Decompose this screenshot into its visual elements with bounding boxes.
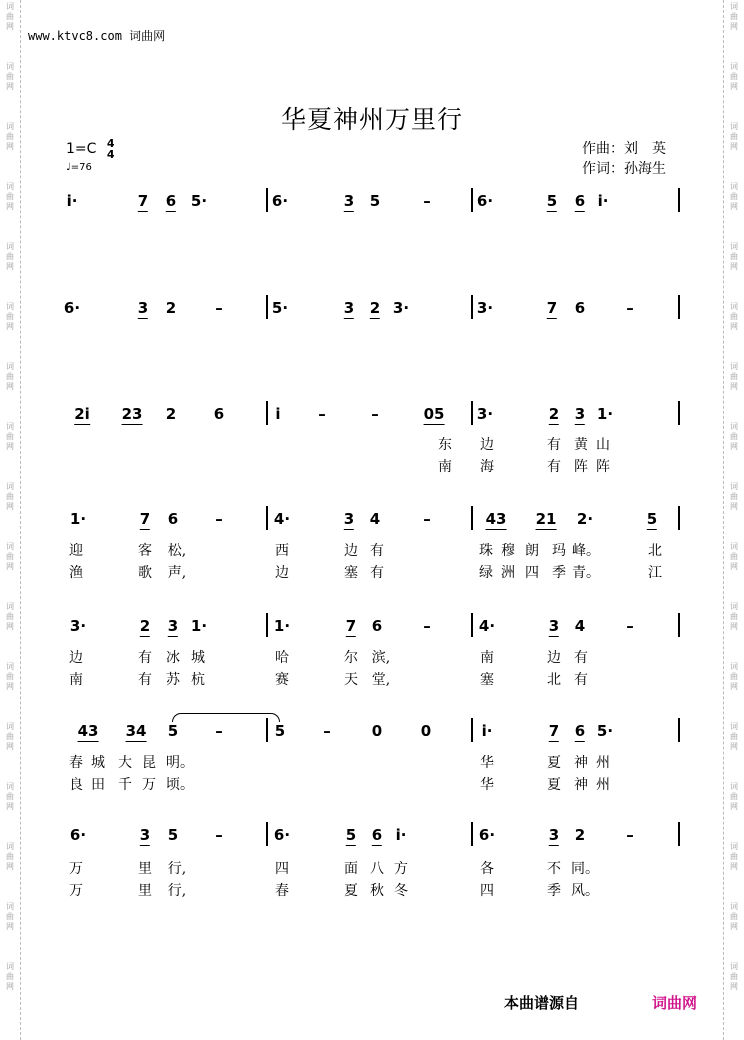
lyric-char: 有 xyxy=(138,650,152,666)
note: 5 xyxy=(167,722,179,740)
watermark-text: 词 曲 网 xyxy=(6,602,14,631)
lyric-char: 迎 xyxy=(69,543,83,559)
note: 2 xyxy=(165,405,177,423)
note: 4 xyxy=(574,617,586,635)
note: 6· xyxy=(273,826,291,844)
bar-line xyxy=(678,718,680,742)
lyric-char: 边 xyxy=(69,650,83,666)
lyric-char: 玛 xyxy=(552,543,566,559)
lyric-char: 顷。 xyxy=(166,777,194,793)
note: 5 xyxy=(345,826,357,844)
note: 6 xyxy=(574,299,586,317)
watermark-text: 词 曲 网 xyxy=(6,422,14,451)
note: 3 xyxy=(548,617,560,635)
note: 6· xyxy=(271,192,289,210)
lyricist-credit: 作词：孙海生 xyxy=(582,161,666,177)
lyric-char: 四 xyxy=(275,861,289,877)
note: 7 xyxy=(546,299,558,317)
time-bottom: 4 xyxy=(106,148,115,161)
note: 5 xyxy=(274,722,286,740)
note: – xyxy=(626,617,634,635)
note: 3 xyxy=(137,299,149,317)
lyric-char: 苏 xyxy=(166,672,180,688)
note: 6 xyxy=(167,510,179,528)
note: – xyxy=(371,405,379,423)
lyric-char: 江 xyxy=(648,565,662,581)
watermark-text: 词 曲 网 xyxy=(730,902,738,931)
lyric-char: 季 xyxy=(552,565,566,581)
bar-line xyxy=(266,506,268,530)
lyric-char: 州 xyxy=(596,777,610,793)
lyric-char: 堂, xyxy=(371,672,391,688)
note: 23 xyxy=(121,405,143,423)
watermark-text: 词 曲 网 xyxy=(730,362,738,391)
lyric-char: 春 xyxy=(69,755,83,771)
watermark-text: 词 曲 网 xyxy=(730,782,738,811)
watermark-text: 词 曲 网 xyxy=(730,182,738,211)
note: – xyxy=(626,826,634,844)
note: i· xyxy=(395,826,407,844)
watermark-text: 词 曲 网 xyxy=(730,722,738,751)
note: 3 xyxy=(343,192,355,210)
note: 6 xyxy=(165,192,177,210)
key-signature xyxy=(66,138,115,160)
note: 6· xyxy=(63,299,81,317)
bar-line xyxy=(266,401,268,425)
lyric-char: 大 xyxy=(118,755,132,771)
bar-line xyxy=(678,613,680,637)
lyric-char: 黄 xyxy=(574,437,588,453)
note: 3 xyxy=(574,405,586,423)
note: 7 xyxy=(139,510,151,528)
note: i· xyxy=(481,722,493,740)
note: – xyxy=(215,826,223,844)
lyric-char: 南 xyxy=(438,459,452,475)
composer-credit: 作曲：刘 英 xyxy=(582,141,666,157)
note: 3· xyxy=(476,299,494,317)
watermark-text: 词 曲 网 xyxy=(730,302,738,331)
watermark-text: 词 曲 网 xyxy=(6,482,14,511)
lyric-char: 良 xyxy=(69,777,83,793)
bar-line xyxy=(678,506,680,530)
note: 7 xyxy=(548,722,560,740)
left-margin-watermark xyxy=(0,0,21,1040)
note: 5 xyxy=(646,510,658,528)
lyric-char: 西 xyxy=(275,543,289,559)
lyric-char: 山 xyxy=(596,437,610,453)
watermark-text: 词 曲 网 xyxy=(730,62,738,91)
lyric-char: 神 xyxy=(574,755,588,771)
lyric-char: 不 xyxy=(547,861,561,877)
lyric-char: 面 xyxy=(344,861,358,877)
note: 6 xyxy=(371,617,383,635)
time-signature xyxy=(107,138,115,160)
site-header[interactable] xyxy=(28,27,165,44)
note: 21 xyxy=(535,510,557,528)
note: 6 xyxy=(371,826,383,844)
watermark-text: 词 曲 网 xyxy=(6,62,14,91)
lyric-char: 海 xyxy=(480,459,494,475)
watermark-text: 词 曲 网 xyxy=(730,542,738,571)
watermark-text: 词 曲 网 xyxy=(6,2,14,31)
note: 2 xyxy=(165,299,177,317)
note: – xyxy=(423,617,431,635)
note: 43 xyxy=(485,510,507,528)
lyric-char: 春 xyxy=(275,883,289,899)
lyric-char: 秋 xyxy=(370,883,384,899)
footer-site-link[interactable]: 词曲网 xyxy=(652,994,698,1012)
lyric-char: 朗 xyxy=(525,543,539,559)
lyric-char: 田 xyxy=(91,777,105,793)
lyric-char: 天 xyxy=(344,672,358,688)
note: 6 xyxy=(574,192,586,210)
lyric-char: 边 xyxy=(275,565,289,581)
lyric-char: 夏 xyxy=(547,777,561,793)
note: 3 xyxy=(548,826,560,844)
bar-line xyxy=(678,188,680,212)
tie-mark xyxy=(172,713,280,722)
watermark-text: 词 曲 网 xyxy=(6,542,14,571)
note: 5 xyxy=(167,826,179,844)
watermark-text: 词 曲 网 xyxy=(6,722,14,751)
site-url[interactable]: www.ktvc8.com xyxy=(28,29,122,43)
bar-line xyxy=(471,506,473,530)
lyric-char: 东 xyxy=(438,437,452,453)
note: 6 xyxy=(213,405,225,423)
lyric-char: 松, xyxy=(167,543,187,559)
lyric-char: 城 xyxy=(91,755,105,771)
lyric-char: 洲 xyxy=(501,565,515,581)
lyric-char: 万 xyxy=(142,777,156,793)
lyric-char: 边 xyxy=(480,437,494,453)
lyric-char: 有 xyxy=(547,459,561,475)
note: 5· xyxy=(190,192,208,210)
lyric-char: 四 xyxy=(525,565,539,581)
watermark-text: 词 曲 网 xyxy=(730,242,738,271)
lyric-char: 行, xyxy=(167,883,187,899)
note: 1· xyxy=(69,510,87,528)
note: 2 xyxy=(139,617,151,635)
watermark-text: 词 曲 网 xyxy=(730,2,738,31)
bar-line xyxy=(471,613,473,637)
watermark-text: 词 曲 网 xyxy=(6,902,14,931)
note: 6 xyxy=(574,722,586,740)
lyric-char: 同。 xyxy=(571,861,599,877)
note: 4 xyxy=(369,510,381,528)
song-title: 华夏神州万里行 xyxy=(280,105,463,134)
note: 7 xyxy=(137,192,149,210)
watermark-text: 词 曲 网 xyxy=(730,482,738,511)
footer-source: 本曲谱源自 xyxy=(504,994,580,1012)
watermark-text: 词 曲 网 xyxy=(6,782,14,811)
watermark-text: 词 曲 网 xyxy=(730,602,738,631)
lyric-char: 哈 xyxy=(275,650,289,666)
note: 05 xyxy=(423,405,445,423)
bar-line xyxy=(678,401,680,425)
note: 3· xyxy=(392,299,410,317)
note: 1· xyxy=(190,617,208,635)
lyric-char: 珠 xyxy=(479,543,493,559)
lyric-char: 方 xyxy=(394,861,408,877)
lyric-char: 杭 xyxy=(191,672,205,688)
note: 5· xyxy=(596,722,614,740)
lyric-char: 八 xyxy=(370,861,384,877)
lyric-char: 华 xyxy=(480,755,494,771)
lyric-char: 四 xyxy=(480,883,494,899)
watermark-text: 词 曲 网 xyxy=(6,362,14,391)
lyric-char: 北 xyxy=(547,672,561,688)
lyric-char: 滨, xyxy=(371,650,391,666)
lyric-char: 南 xyxy=(69,672,83,688)
lyric-char: 明。 xyxy=(166,755,194,771)
lyric-char: 绿 xyxy=(479,565,493,581)
bar-line xyxy=(266,613,268,637)
bar-line xyxy=(266,295,268,319)
lyric-char: 万 xyxy=(69,861,83,877)
lyric-char: 声, xyxy=(167,565,187,581)
note: 2 xyxy=(369,299,381,317)
lyric-char: 夏 xyxy=(344,883,358,899)
watermark-text: 词 曲 网 xyxy=(730,122,738,151)
lyric-char: 城 xyxy=(191,650,205,666)
note: 34 xyxy=(125,722,147,740)
note: 1· xyxy=(596,405,614,423)
watermark-text: 词 曲 网 xyxy=(730,422,738,451)
lyric-char: 有 xyxy=(370,565,384,581)
note: 3· xyxy=(69,617,87,635)
note: 2 xyxy=(574,826,586,844)
lyric-char: 北 xyxy=(648,543,662,559)
lyric-char: 州 xyxy=(596,755,610,771)
note: 43 xyxy=(77,722,99,740)
note: – xyxy=(215,299,223,317)
watermark-text: 词 曲 网 xyxy=(730,962,738,991)
bar-line xyxy=(471,822,473,846)
note: 5 xyxy=(369,192,381,210)
note: i xyxy=(275,405,281,423)
note: 3 xyxy=(167,617,179,635)
bar-line xyxy=(471,401,473,425)
note: 6· xyxy=(69,826,87,844)
lyric-char: 渔 xyxy=(69,565,83,581)
time-top: 4 xyxy=(106,137,115,150)
note: i· xyxy=(597,192,609,210)
bar-line xyxy=(471,188,473,212)
note: – xyxy=(626,299,634,317)
lyric-char: 风。 xyxy=(571,883,599,899)
bar-line xyxy=(471,295,473,319)
bar-line xyxy=(678,822,680,846)
lyric-char: 夏 xyxy=(547,755,561,771)
note: 4· xyxy=(273,510,291,528)
note: 6· xyxy=(476,192,494,210)
watermark-text: 词 曲 网 xyxy=(6,962,14,991)
lyric-char: 神 xyxy=(574,777,588,793)
note: 2 xyxy=(548,405,560,423)
lyric-char: 峰。 xyxy=(572,543,600,559)
lyric-char: 万 xyxy=(69,883,83,899)
lyric-char: 有 xyxy=(547,437,561,453)
note: – xyxy=(423,510,431,528)
watermark-text: 词 曲 网 xyxy=(6,842,14,871)
lyric-char: 季 xyxy=(547,883,561,899)
note: 3 xyxy=(139,826,151,844)
lyric-char: 里 xyxy=(138,883,152,899)
lyric-char: 塞 xyxy=(480,672,494,688)
lyric-char: 有 xyxy=(574,672,588,688)
note: – xyxy=(323,722,331,740)
lyric-char: 南 xyxy=(480,650,494,666)
lyric-char: 穆 xyxy=(501,543,515,559)
lyric-char: 歌 xyxy=(138,565,152,581)
lyric-char: 边 xyxy=(547,650,561,666)
lyric-char: 客 xyxy=(138,543,152,559)
note: – xyxy=(318,405,326,423)
note: 3· xyxy=(476,405,494,423)
note: – xyxy=(215,510,223,528)
lyric-char: 阵 xyxy=(574,459,588,475)
bar-line xyxy=(266,188,268,212)
lyric-char: 赛 xyxy=(275,672,289,688)
note: 5· xyxy=(271,299,289,317)
lyric-char: 青。 xyxy=(572,565,600,581)
note: 0 xyxy=(420,722,432,740)
watermark-text: 词 曲 网 xyxy=(730,842,738,871)
lyric-char: 有 xyxy=(574,650,588,666)
note: – xyxy=(215,722,223,740)
note: 6· xyxy=(478,826,496,844)
watermark-text: 词 曲 网 xyxy=(6,122,14,151)
lyric-char: 千 xyxy=(118,777,132,793)
note: 3 xyxy=(343,510,355,528)
note: – xyxy=(423,192,431,210)
note: 7 xyxy=(345,617,357,635)
note: 5 xyxy=(546,192,558,210)
watermark-text: 词 曲 网 xyxy=(6,242,14,271)
right-margin-watermark xyxy=(723,0,744,1040)
site-name[interactable]: 词曲网 xyxy=(129,29,166,43)
lyric-char: 有 xyxy=(138,672,152,688)
lyric-char: 行, xyxy=(167,861,187,877)
bar-line xyxy=(266,822,268,846)
lyric-char: 昆 xyxy=(142,755,156,771)
lyric-char: 冬 xyxy=(394,883,408,899)
lyric-char: 有 xyxy=(370,543,384,559)
lyric-char: 边 xyxy=(344,543,358,559)
watermark-text: 词 曲 网 xyxy=(6,302,14,331)
bar-line xyxy=(471,718,473,742)
lyric-char: 华 xyxy=(480,777,494,793)
note: 0 xyxy=(371,722,383,740)
note: 1· xyxy=(273,617,291,635)
lyric-char: 尔 xyxy=(344,650,358,666)
bar-line xyxy=(678,295,680,319)
note: 2i xyxy=(74,405,90,423)
lyric-char: 阵 xyxy=(596,459,610,475)
watermark-text: 词 曲 网 xyxy=(6,662,14,691)
lyric-char: 里 xyxy=(138,861,152,877)
note: 3 xyxy=(343,299,355,317)
note: 4· xyxy=(478,617,496,635)
key-text: 1=C xyxy=(66,141,97,157)
lyric-char: 冰 xyxy=(166,650,180,666)
note: i· xyxy=(66,192,78,210)
tempo-marking: ♩=76 xyxy=(66,162,92,173)
note: 2· xyxy=(576,510,594,528)
lyric-char: 各 xyxy=(480,861,494,877)
watermark-text: 词 曲 网 xyxy=(6,182,14,211)
watermark-text: 词 曲 网 xyxy=(730,662,738,691)
lyric-char: 塞 xyxy=(344,565,358,581)
